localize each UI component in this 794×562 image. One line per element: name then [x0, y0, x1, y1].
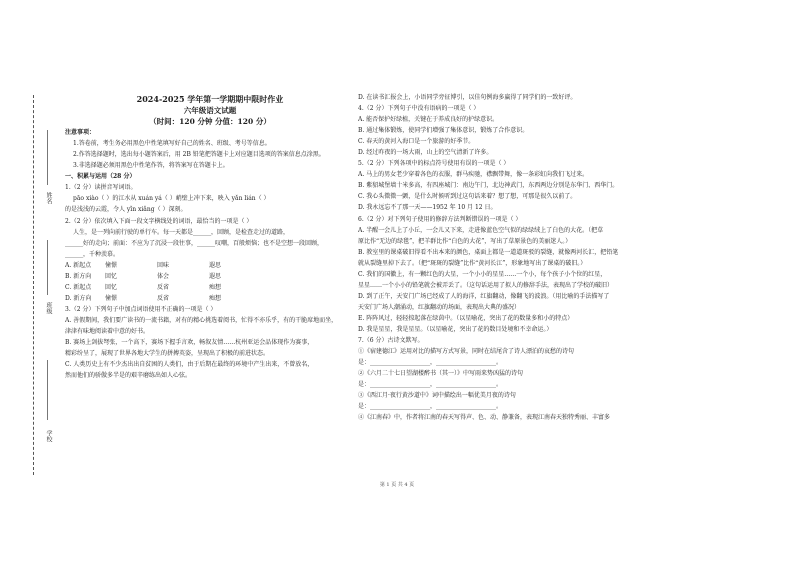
question-6-option[interactable]: A. 半醒一会儿上了小丘，一会儿又下来，走进像蓝色空气似的绿绿绒上了白色的大花。（把草	[358, 226, 604, 234]
school-field-line[interactable]	[47, 360, 49, 420]
question-7-item: ①《宿建德江》运用对比的描写方式写景，同时在结尾含了诗人漂泊的哀愁的诗句	[358, 348, 575, 356]
notice-item: 1.答卷前，考生务必用黑色中性笔填写好自己的姓名、班级、考号等信息。	[73, 140, 271, 148]
left-column	[65, 92, 355, 381]
question-2-option[interactable]: B. 新方向 回忆 体会 遐思	[65, 272, 222, 280]
question-6-option: 星星……一个小小的铅笔就会被弄丢了。（这句话运用了拟人的修辞手法，表现出了学校的破旧）	[358, 281, 614, 289]
exam-time: （时间：120 分钟 分值：120 分）	[149, 117, 271, 127]
question-7-answer-blank[interactable]: 是：____________________，____________________。	[358, 381, 503, 389]
question-7-answer-blank[interactable]: 是：____________________，____________________。	[358, 359, 503, 367]
question-3-option: 津津有味地阅读着中意的好书。	[65, 327, 150, 335]
question-3-option[interactable]: D. 在读书汇报会上，小语同学旁征博引，以佳句例海多赢得了同学们的一致好评。	[358, 94, 577, 101]
question-2-text: ______好的走向；前面：不应为了沉浸一段往事，______叹嘲，百般烦恼；也不是空想一段回顾，	[65, 239, 324, 247]
question-6-option[interactable]: D. 到了正午，天安门广场已经成了人的海洋，红旗翻动，像翻飞的波浪。（用比喻的手法描写了	[358, 292, 610, 300]
question-4-option[interactable]: C. 春天的黄河入海口是一个旅游的好季节。	[358, 138, 475, 146]
question-3-option[interactable]: C. 人类历史上有不少杰出出自贫困的人类们，由于后期在最终的环境中产生出来，不曾放名，	[65, 361, 314, 369]
question-2-text: ______，千种羡慕。	[65, 250, 120, 258]
side-name-label: 姓名	[45, 192, 52, 204]
question-7-item: ②《六月二十七日望湖楼醉书（其一）》中写雨来势凶猛的诗句	[358, 370, 524, 378]
question-5-option[interactable]: D. 我永远忘不了那一天——1952 年 10 月 12 日。	[358, 204, 497, 212]
question-6-option: 天安门广场人潮涌动，红旗翻动的场面，表现出大典的盛况）	[358, 303, 521, 311]
question-4: 4.（2 分）下列句子中没有语病的一项是（ ）	[358, 105, 480, 113]
name-field-line[interactable]	[47, 130, 49, 185]
question-6-option[interactable]: D. 我是星星，我是星星。（以星喻花，突出了花的数目处境和不幸命运。）	[358, 325, 553, 333]
question-4-option[interactable]: D. 经过昨夜的一场大雨，山上的空气清新了许多。	[358, 149, 493, 157]
exam-title: 2024-2025 学年第一学期期中限时作业	[136, 94, 284, 104]
question-3-option: 精彩纷呈了，展现了世界各地大学生的拼搏英姿，呈现出了积极的前进状态。	[65, 350, 270, 358]
question-1-line: pāo xiào（ ）的江水从 xuán yá（ ）峭壁上冲下来，映入 yǎn lián（ ）	[73, 195, 270, 203]
notice-heading: 注意事项：	[65, 129, 96, 137]
question-5-option[interactable]: C. 我心头微微一颤，是什么时候听到过这句话来着？想了想，可那是很久以前了。	[358, 193, 577, 201]
notice-item: 3.非选择题必须用黑色中性笔作答，将答案写在答题卡上。	[73, 162, 229, 170]
question-2: 2.（2 分）依次填入下面一段文字横线处的词语，最恰当的一项是（ ）	[65, 217, 253, 225]
question-2-option[interactable]: C. 新起点 回忆 反省 痴想	[65, 283, 222, 291]
question-1-line: 的是浅浅的云霞，令人 yǐn xiǎng（ ）深刻。	[65, 206, 187, 214]
question-3-option: 然而他们的骄傲多半是的艰辛磨练出如人心弦。	[65, 372, 192, 380]
page-footer: 第 1 页 共 4 页	[379, 482, 415, 488]
question-7-item: ③《西江月·夜行黄沙道中》词中描绘出一幅优美月夜的诗句	[358, 392, 516, 400]
side-class-label: 班级	[45, 302, 52, 314]
question-6-option[interactable]: B. 教室里的课桌破旧得看不出本来的颜色，桌面上都是一道道斑驳的裂缝，就像两河长汇，把铅笔	[358, 248, 619, 256]
question-3-option[interactable]: B. 赛场上剑拔弩张，一个高下，赛场下握手言欢，畅叙友情……杭州亚运会品体现作为赛事，	[65, 339, 314, 347]
question-3: 3.（2 分）下列句子中加点词语使用不正确的一项是（ ）	[65, 305, 217, 313]
question-5-option[interactable]: A. 马上的男女老少穿着各色的衣服，群马疾驰，襟飘带舞，像一条彩虹向我们飞过来。	[358, 171, 589, 179]
question-5: 5.（2 分）下列各项中的标点符号使用有误的一项是（ ）	[358, 160, 510, 168]
question-7-item: ④《江南春》中，作者将江南的春天写得声、色、动、静兼备，表现江南春天独特秀丽、丰富多	[358, 414, 611, 422]
question-6-option: 就从裂缝里掉下去了。（把“斑斑的裂缝”比作“黄河长江”，形象地写出了课桌的破旧。）	[358, 259, 587, 267]
question-5-option[interactable]: B. 紫貂城堡墙十米多高，有四座城门：南边午门，北边神武门，东西两边分别是东华门、西华门。	[358, 182, 619, 190]
question-6-option: E. 阵阵风过，轻轻掠起落在绿茵中。（以星喻花，突出了花的数量多和小的特点）	[358, 314, 574, 322]
question-7: 7.（6 分）古诗文默写。	[358, 337, 424, 345]
question-2-text: 人生，是一列向前行驶的单行车。每一天都是______，回顾，是检查走过的道路，	[73, 228, 290, 236]
section-heading: 一、积累与运用（28 分）	[65, 173, 136, 181]
question-6-option: 原比作“无边的绿毯”，把羊群比作“白色的大花”，写出了草原景色的美丽迷人。）	[358, 237, 572, 245]
question-1: 1.（2 分）读拼音写词语。	[65, 184, 137, 192]
question-2-option[interactable]: D. 新方向 憧憬 反省 痴想	[65, 294, 222, 302]
class-field-line[interactable]	[47, 240, 49, 295]
question-7-answer-blank[interactable]: 是：____________________，____________________。	[358, 403, 503, 411]
notice-item: 2.作答选择题时，选出每小题答案后，用 2B 铅笔把答题卡上对应题目选项的答案信息点涂黑。	[73, 151, 325, 159]
exam-subtitle: 六年级语文试题	[183, 106, 237, 116]
question-4-option[interactable]: B. 通过集体锻炼，使同学们增强了集体意识，锻炼了合作意识。	[358, 127, 529, 135]
question-4-option[interactable]: A. 能否保护好绿植，关键在于养成良好的护绿意识。	[358, 116, 499, 124]
question-2-option[interactable]: A. 新起点 憧憬 回味 遐思	[65, 261, 222, 269]
question-3-option[interactable]: A. 善假期间，我们要广读书的一流书籍，对有的精心挑选着阅书，忙得不亦乐乎，有的干脆席地而坐，	[65, 316, 338, 324]
binding-line	[33, 95, 35, 475]
question-6-option[interactable]: C. 我们的国徽上，有一颗红色的大星，一个小小的星星……一个小，每个孩子小个位的红星，	[358, 270, 607, 278]
right-column	[358, 92, 650, 423]
question-6: 6.（2 分）对下列句子使用的修辞方法判断错误的一项是（ ）	[358, 215, 522, 223]
side-school-label: 学校	[45, 430, 52, 442]
